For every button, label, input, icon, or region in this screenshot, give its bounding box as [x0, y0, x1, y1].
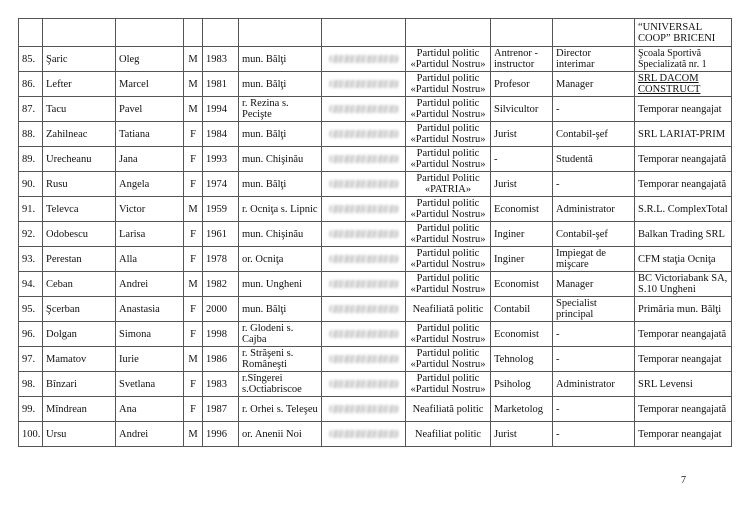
position-cell: Specialist principal: [553, 297, 635, 322]
party-cell: Neafiliat politic: [406, 422, 491, 447]
employer-cell: Şcoala Sportivă Specializată nr. 1: [635, 47, 732, 72]
locality-cell: mun. Chişinău: [239, 222, 322, 247]
party-cell: Partidul politic «Partidul Nostru»: [406, 372, 491, 397]
sex-cell: F: [184, 222, 203, 247]
header-row: [19, 19, 732, 47]
birth-year-cell: 1993: [203, 147, 239, 172]
birth-year-cell: 1983: [203, 372, 239, 397]
first-name-cell: Tatiana: [116, 122, 184, 147]
redacted-blur: [329, 105, 399, 113]
party-cell: Partidul politic «Partidul Nostru»: [406, 97, 491, 122]
birth-year-cell: 1984: [203, 122, 239, 147]
profession-cell: Profesor: [491, 72, 553, 97]
last-name-cell: Lefter: [43, 72, 116, 97]
sex-cell: F: [184, 247, 203, 272]
last-name-cell: Tacu: [43, 97, 116, 122]
birth-year-cell: 1998: [203, 322, 239, 347]
employer-cell: Temporar neangajată: [635, 172, 732, 197]
position-cell: Manager: [553, 272, 635, 297]
table-row: [19, 122, 732, 147]
redacted-blur: [329, 130, 399, 138]
redacted-blur: [329, 230, 399, 238]
position-cell: -: [553, 97, 635, 122]
employer-cell: BC Victoriabank SA, S.10 Ungheni: [635, 272, 732, 297]
birth-year-cell: 1986: [203, 347, 239, 372]
table-row: [19, 347, 732, 372]
position-cell: Director interimar: [553, 47, 635, 72]
last-name-cell: Zahilneac: [43, 122, 116, 147]
redacted-blur: [329, 55, 399, 63]
locality-cell: r.Sîngerei s.Octiabriscoe: [239, 372, 322, 397]
employer-cell: Balkan Trading SRL: [635, 222, 732, 247]
sex-cell: M: [184, 422, 203, 447]
position-cell: Administrator: [553, 197, 635, 222]
redacted-cell-cell: [322, 122, 406, 147]
party-cell: Partidul politic «Partidul Nostru»: [406, 272, 491, 297]
position-cell: Contabil-şef: [553, 122, 635, 147]
sex-cell: F: [184, 297, 203, 322]
profession-cell: Tehnolog: [491, 347, 553, 372]
profession-cell: Inginer: [491, 222, 553, 247]
sex-cell: F: [184, 322, 203, 347]
candidates-table: [18, 18, 732, 447]
birth-year-cell: 1996: [203, 422, 239, 447]
redacted-cell-cell: [322, 97, 406, 122]
last-name-cell: Mamatov: [43, 347, 116, 372]
redacted-blur: [329, 430, 399, 438]
profession-cell: Economist: [491, 197, 553, 222]
position-cell: -: [553, 322, 635, 347]
first-name-cell: Oleg: [116, 47, 184, 72]
last-name-cell: Odobescu: [43, 222, 116, 247]
table-row: [19, 72, 732, 97]
table-row: [19, 372, 732, 397]
birth-year-cell: 1994: [203, 97, 239, 122]
redacted-blur: [329, 180, 399, 188]
row-number-cell: 97.: [19, 347, 43, 372]
row-number-cell: 92.: [19, 222, 43, 247]
row-number-cell: 93.: [19, 247, 43, 272]
first-name-cell: Angela: [116, 172, 184, 197]
party-cell: Partidul politic «Partidul Nostru»: [406, 322, 491, 347]
birth-year-cell: 2000: [203, 297, 239, 322]
table-row: [19, 47, 732, 72]
redacted-blur: [329, 80, 399, 88]
redacted-cell-cell: [322, 422, 406, 447]
locality-cell: r. Ocniţa s. Lipnic: [239, 197, 322, 222]
redacted-cell-cell: [322, 147, 406, 172]
first-name-cell: Ana: [116, 397, 184, 422]
locality-cell: r. Rezina s. Pecişte: [239, 97, 322, 122]
redacted-cell-cell: [322, 372, 406, 397]
sex-cell: F: [184, 147, 203, 172]
sex-cell: M: [184, 197, 203, 222]
last-name-cell: Dolgan: [43, 322, 116, 347]
first-name-cell: Andrei: [116, 272, 184, 297]
locality-cell: mun. Bălţi: [239, 297, 322, 322]
party-cell: Neafiliată politic: [406, 297, 491, 322]
birth-year-cell: 1974: [203, 172, 239, 197]
profession-cell: Jurist: [491, 172, 553, 197]
locality-cell: mun. Bălţi: [239, 72, 322, 97]
first-name-cell: Jana: [116, 147, 184, 172]
sex-cell: F: [184, 397, 203, 422]
birth-year-cell: 1981: [203, 72, 239, 97]
position-cell: -: [553, 397, 635, 422]
locality-cell: r. Străşeni s. Româneşti: [239, 347, 322, 372]
table-row: [19, 247, 732, 272]
party-cell: Partidul Politic «PATRIA»: [406, 172, 491, 197]
row-number-cell: 88.: [19, 122, 43, 147]
row-number-cell: 86.: [19, 72, 43, 97]
sex-cell: F: [184, 122, 203, 147]
employer-cell: Temporar neangajată: [635, 322, 732, 347]
birth-year-cell: 1961: [203, 222, 239, 247]
employer-cell: SRL LARIAT-PRIM: [635, 122, 732, 147]
page-number: 7: [681, 475, 686, 486]
locality-cell: mun. Chişinău: [239, 147, 322, 172]
party-cell: Partidul politic «Partidul Nostru»: [406, 147, 491, 172]
table-row: [19, 197, 732, 222]
party-cell: Partidul politic «Partidul Nostru»: [406, 222, 491, 247]
locality-cell: or. Ocniţa: [239, 247, 322, 272]
row-number-cell: 95.: [19, 297, 43, 322]
row-number-cell: 100.: [19, 422, 43, 447]
row-number-cell: 94.: [19, 272, 43, 297]
employer-cell: Temporar neangajat: [635, 422, 732, 447]
position-cell: Impiegat de mişcare: [553, 247, 635, 272]
last-name-cell: Televca: [43, 197, 116, 222]
birth-year-cell: 1983: [203, 47, 239, 72]
profession-cell: Economist: [491, 322, 553, 347]
redacted-cell-cell: [322, 272, 406, 297]
table-row: [19, 297, 732, 322]
table-row: [19, 222, 732, 247]
employer-cell: SRL DACOM CONSTRUCT: [635, 72, 732, 97]
table-row: [19, 172, 732, 197]
profession-cell: Economist: [491, 272, 553, 297]
locality-cell: r. Glodeni s. Cajba: [239, 322, 322, 347]
employer-cell: S.R.L. ComplexTotal: [635, 197, 732, 222]
sex-cell: F: [184, 372, 203, 397]
first-name-cell: Victor: [116, 197, 184, 222]
sex-cell: M: [184, 47, 203, 72]
employer-cell: Temporar neangajat: [635, 97, 732, 122]
last-name-cell: Şaric: [43, 47, 116, 72]
header-cell-employer: “UNIVERSAL COOP” BRICENI: [635, 19, 732, 47]
first-name-cell: Larisa: [116, 222, 184, 247]
last-name-cell: Urecheanu: [43, 147, 116, 172]
locality-cell: mun. Bălţi: [239, 172, 322, 197]
table-row: [19, 397, 732, 422]
row-number-cell: 87.: [19, 97, 43, 122]
first-name-cell: Alla: [116, 247, 184, 272]
party-cell: Partidul politic «Partidul Nostru»: [406, 47, 491, 72]
first-name-cell: Svetlana: [116, 372, 184, 397]
redacted-blur: [329, 355, 399, 363]
birth-year-cell: 1982: [203, 272, 239, 297]
party-cell: Neafiliată politic: [406, 397, 491, 422]
first-name-cell: Andrei: [116, 422, 184, 447]
profession-cell: Marketolog: [491, 397, 553, 422]
row-number-cell: 96.: [19, 322, 43, 347]
party-cell: Partidul politic «Partidul Nostru»: [406, 122, 491, 147]
last-name-cell: Ceban: [43, 272, 116, 297]
sex-cell: F: [184, 172, 203, 197]
last-name-cell: Bînzari: [43, 372, 116, 397]
sex-cell: M: [184, 72, 203, 97]
position-cell: Contabil-şef: [553, 222, 635, 247]
sex-cell: M: [184, 272, 203, 297]
employer-cell: Temporar neangajată: [635, 397, 732, 422]
redacted-cell-cell: [322, 247, 406, 272]
redacted-cell-cell: [322, 197, 406, 222]
table-row: [19, 97, 732, 122]
redacted-blur: [329, 405, 399, 413]
position-cell: Studentă: [553, 147, 635, 172]
locality-cell: mun. Ungheni: [239, 272, 322, 297]
table-row: [19, 147, 732, 172]
birth-year-cell: 1987: [203, 397, 239, 422]
redacted-blur: [329, 155, 399, 163]
redacted-cell-cell: [322, 222, 406, 247]
party-cell: Partidul politic «Partidul Nostru»: [406, 197, 491, 222]
redacted-blur: [329, 205, 399, 213]
locality-cell: mun. Bălţi: [239, 47, 322, 72]
employer-cell: CFM staţia Ocniţa: [635, 247, 732, 272]
position-cell: Administrator: [553, 372, 635, 397]
first-name-cell: Iurie: [116, 347, 184, 372]
redacted-cell-cell: [322, 47, 406, 72]
last-name-cell: Ursu: [43, 422, 116, 447]
redacted-cell-cell: [322, 72, 406, 97]
row-number-cell: 85.: [19, 47, 43, 72]
party-cell: Partidul politic «Partidul Nostru»: [406, 72, 491, 97]
redacted-cell-cell: [322, 347, 406, 372]
position-cell: -: [553, 347, 635, 372]
redacted-cell-cell: [322, 172, 406, 197]
first-name-cell: Simona: [116, 322, 184, 347]
last-name-cell: Mîndrean: [43, 397, 116, 422]
last-name-cell: Perestan: [43, 247, 116, 272]
profession-cell: -: [491, 147, 553, 172]
position-cell: -: [553, 172, 635, 197]
row-number-cell: 99.: [19, 397, 43, 422]
locality-cell: r. Orhei s. Teleşeu: [239, 397, 322, 422]
table-row: [19, 322, 732, 347]
employer-cell: Temporar neangajată: [635, 147, 732, 172]
profession-cell: Inginer: [491, 247, 553, 272]
profession-cell: Antrenor - instructor: [491, 47, 553, 72]
first-name-cell: Marcel: [116, 72, 184, 97]
profession-cell: Jurist: [491, 122, 553, 147]
locality-cell: or. Anenii Noi: [239, 422, 322, 447]
employer-cell: Temporar neangajat: [635, 347, 732, 372]
first-name-cell: Pavel: [116, 97, 184, 122]
redacted-cell-cell: [322, 397, 406, 422]
redacted-blur: [329, 305, 399, 313]
table-row: [19, 422, 732, 447]
redacted-blur: [329, 380, 399, 388]
employer-cell: SRL Levensi: [635, 372, 732, 397]
redacted-blur: [329, 330, 399, 338]
party-cell: Partidul politic «Partidul Nostru»: [406, 347, 491, 372]
birth-year-cell: 1959: [203, 197, 239, 222]
redacted-blur: [329, 255, 399, 263]
last-name-cell: Şcerban: [43, 297, 116, 322]
row-number-cell: 89.: [19, 147, 43, 172]
sex-cell: M: [184, 97, 203, 122]
profession-cell: Contabil: [491, 297, 553, 322]
redacted-cell-cell: [322, 297, 406, 322]
row-number-cell: 91.: [19, 197, 43, 222]
redacted-cell-cell: [322, 322, 406, 347]
position-cell: Manager: [553, 72, 635, 97]
row-number-cell: 90.: [19, 172, 43, 197]
first-name-cell: Anastasia: [116, 297, 184, 322]
table-row: [19, 272, 732, 297]
redacted-blur: [329, 280, 399, 288]
party-cell: Partidul politic «Partidul Nostru»: [406, 247, 491, 272]
locality-cell: mun. Bălţi: [239, 122, 322, 147]
birth-year-cell: 1978: [203, 247, 239, 272]
profession-cell: Silvicultor: [491, 97, 553, 122]
profession-cell: Psiholog: [491, 372, 553, 397]
sex-cell: M: [184, 347, 203, 372]
employer-cell: Primăria mun. Bălţi: [635, 297, 732, 322]
position-cell: -: [553, 422, 635, 447]
profession-cell: Jurist: [491, 422, 553, 447]
last-name-cell: Rusu: [43, 172, 116, 197]
row-number-cell: 98.: [19, 372, 43, 397]
